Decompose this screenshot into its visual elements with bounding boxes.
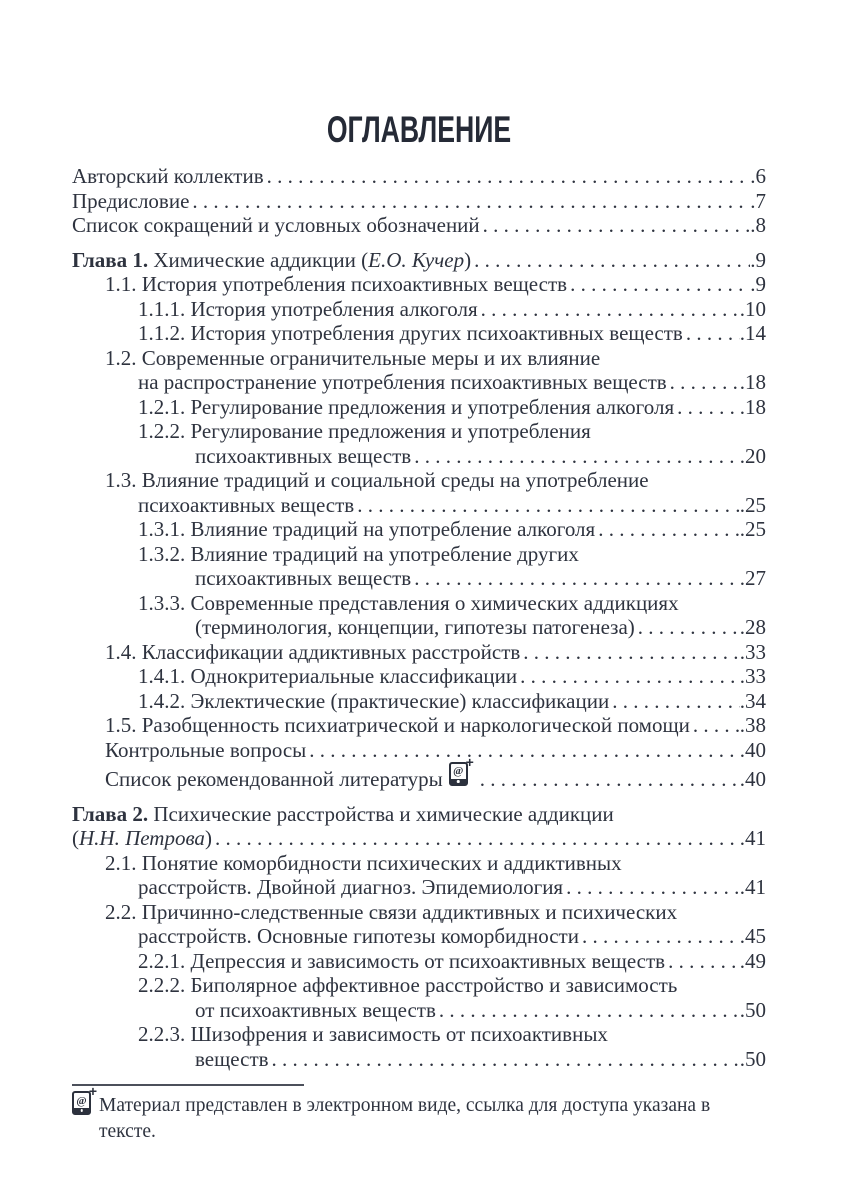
toc-entry-text: Авторский коллектив — [72, 164, 264, 188]
dot-leader — [567, 272, 750, 297]
toc-entry — [72, 826, 766, 851]
toc-entry — [72, 802, 766, 827]
page-content — [72, 0, 766, 1071]
toc-page-number: . 20 — [740, 444, 766, 469]
toc-entry-text: психоактивных веществ — [195, 443, 412, 468]
toc-page-number: . 9 — [750, 248, 766, 273]
dot-leader — [520, 640, 739, 665]
toc-entry — [72, 444, 766, 469]
toc-entry-text: 1.3.3. Современные представления о химических аддикциях — [138, 590, 679, 615]
page-title-text: ОГЛАВЛЕНИЕ — [326, 109, 512, 150]
toc-page-number: . 41 — [740, 875, 766, 900]
dot-leader — [436, 998, 740, 1023]
dot-leader — [683, 321, 740, 346]
toc-entry-text: 1.1.2. История употребления других психоактивных веществ — [138, 321, 683, 345]
toc-entry — [72, 851, 766, 876]
dot-leader — [690, 713, 740, 738]
dot-leader — [411, 444, 740, 469]
toc-entry — [72, 949, 766, 974]
toc-entry — [72, 272, 766, 297]
dot-leader — [579, 924, 740, 949]
toc-entry-text: 1.5. Разобщенность психиатрической и наркологической помощи — [105, 713, 690, 737]
toc-page-number: . 49 — [740, 949, 766, 974]
toc-entry-text: от психоактивных веществ — [195, 997, 436, 1022]
toc-entry-text: 1.4.2. Эклектические (практические) классификации — [138, 688, 610, 713]
toc-page-number: . 33 — [740, 664, 766, 689]
toc-page-number: . 7 — [750, 189, 766, 214]
toc-page-number: . 41 — [740, 826, 766, 851]
toc-page-number: . 40 — [740, 738, 766, 763]
footnote-rule — [72, 1084, 304, 1086]
toc-page-number: . 33 — [740, 640, 766, 665]
toc-entry-text: Контрольные вопросы — [105, 737, 307, 762]
ebook-plus-icon — [72, 1083, 97, 1115]
toc-entry — [72, 875, 766, 900]
dot-leader — [478, 297, 740, 322]
toc-entry-text: 1.4.1. Однокритериальные классификации — [138, 664, 518, 688]
dot-leader — [480, 213, 751, 238]
toc-entry — [72, 973, 766, 998]
toc-entry-text: 2.1. Понятие коморбидности психических и аддиктивных — [105, 850, 622, 875]
footnote-text: Материал представлен в электронном виде, ссылка для доступа указана в тексте. — [99, 1095, 711, 1142]
toc-entry — [72, 754, 766, 792]
dot-leader — [354, 493, 740, 518]
toc-entry — [72, 419, 766, 444]
dot-leader — [674, 395, 740, 420]
toc-page-number: . 40 — [740, 767, 766, 792]
toc-entry — [72, 321, 766, 346]
toc-entry — [72, 713, 766, 738]
toc-entry-text: 1.3.1. Влияние традиций на употребление алкоголя — [138, 517, 596, 541]
dot-leader — [306, 738, 739, 763]
toc-entry — [72, 468, 766, 493]
at-glyph: @ — [76, 1094, 87, 1107]
toc-entry-text: 1.1. История употребления психоактивных веществ — [105, 272, 568, 296]
toc-entry-text: Список сокращений и условных обозначений — [72, 213, 480, 237]
dot-leader — [635, 615, 740, 640]
plus-glyph: + — [88, 1083, 97, 1099]
toc-entry-text: 1.2.2. Регулирование предложения и употребления — [138, 419, 591, 443]
dot-leader — [411, 566, 740, 591]
toc-entry-text: 1.1.1. История употребления алкоголя — [138, 296, 478, 321]
footnote-line — [72, 1083, 766, 1145]
toc-entry — [72, 395, 766, 420]
toc-page-number: . 25 — [740, 493, 766, 518]
toc-entry-text: психоактивных веществ — [195, 566, 412, 590]
toc-entry — [72, 248, 766, 273]
toc-page-number: . 27 — [740, 566, 766, 591]
toc-entry — [72, 924, 766, 949]
toc-entry — [72, 297, 766, 322]
dot-leader — [264, 164, 751, 189]
toc-entry-text: психоактивных веществ — [138, 492, 355, 517]
toc-entry — [72, 493, 766, 518]
toc-page-number: . 34 — [740, 689, 766, 714]
toc-entry — [72, 1047, 766, 1072]
toc-page-number: . 38 — [740, 713, 766, 738]
toc-entry-text: Предисловие — [72, 188, 190, 213]
toc-entry-text: веществ — [195, 1046, 269, 1071]
toc-page-number: . 50 — [740, 1047, 766, 1072]
toc-entry-text: 1.2. Современные ограничительные меры и их влияние — [105, 345, 601, 370]
dot-leader — [212, 826, 740, 851]
dot-leader — [667, 370, 740, 395]
table-of-contents — [72, 164, 766, 1071]
toc-entry — [72, 738, 766, 763]
toc-entry — [72, 370, 766, 395]
toc-entry — [72, 900, 766, 925]
toc-entry — [72, 189, 766, 214]
toc-page-number: . 18 — [740, 395, 766, 420]
phone-home-button — [80, 1109, 83, 1112]
toc-entry-text: расстройств. Двойной диагноз. Эпидемиология — [138, 875, 564, 899]
toc-page-number: . 28 — [740, 615, 766, 640]
phone-home-button — [457, 780, 460, 783]
toc-entry — [72, 164, 766, 189]
dot-leader — [269, 1047, 740, 1072]
toc-entry-text: 2.2.1. Депрессия и зависимость от психоактивных веществ — [138, 948, 666, 973]
toc-entry — [72, 1022, 766, 1047]
toc-entry — [72, 542, 766, 567]
toc-page-number: . 9 — [750, 272, 766, 297]
dot-leader — [665, 949, 740, 974]
toc-entry-text: Глава 1. Химические аддикции (Е.О. Кучер) — [72, 247, 472, 272]
toc-entry-text: 1.2.1. Регулирование предложения и употребления алкоголя — [138, 394, 675, 419]
toc-entry-text: 2.2.3. Шизофрения и зависимость от психоактивных — [138, 1022, 608, 1046]
toc-entry — [72, 591, 766, 616]
toc-entry — [72, 517, 766, 542]
toc-entry-text: расстройств. Основные гипотезы коморбидности — [138, 924, 579, 948]
toc-entry-text: Список рекомендованной литературы — [105, 767, 443, 791]
toc-entry-text: 2.2. Причинно-следственные связи аддиктивных и психических — [105, 899, 678, 924]
toc-entry — [72, 664, 766, 689]
dot-leader — [471, 248, 750, 273]
dot-leader — [477, 767, 740, 792]
toc-entry-text: на распространение употребления психоактивных веществ — [138, 370, 667, 394]
toc-page-number: . 8 — [750, 213, 766, 238]
toc-entry — [72, 615, 766, 640]
page-title — [72, 110, 766, 150]
toc-page-number: . 14 — [740, 321, 766, 346]
toc-entry — [72, 689, 766, 714]
dot-leader — [595, 517, 740, 542]
toc-entry-text: 2.2.2. Биполярное аффективное расстройство и зависимость — [138, 973, 678, 997]
toc-page-number: . 50 — [740, 998, 766, 1023]
toc-entry — [72, 346, 766, 371]
dot-leader — [563, 875, 740, 900]
toc-entry-text: (Н.Н. Петрова) — [72, 826, 212, 850]
toc-page-number: . 6 — [750, 164, 766, 189]
toc-page-number: . 18 — [740, 370, 766, 395]
toc-page-number: . 10 — [740, 297, 766, 322]
toc-entry-text: 1.3.2. Влияние традиций на употребление других — [138, 541, 579, 566]
toc-entry-text: (терминология, концепции, гипотезы патогенеза) — [195, 615, 635, 639]
toc-page-number: . 25 — [740, 517, 766, 542]
dot-leader — [189, 189, 750, 214]
toc-entry-text: 1.3. Влияние традиций и социальной среды на употребление — [105, 468, 649, 492]
toc-entry — [72, 213, 766, 238]
toc-entry — [72, 566, 766, 591]
footnote — [72, 1084, 766, 1145]
toc-entry-text: Глава 2. Психические расстройства и химические аддикции — [72, 801, 614, 826]
toc-entry — [72, 998, 766, 1023]
ebook-plus-icon — [449, 754, 474, 786]
dot-leader — [517, 664, 740, 689]
footnote-icon-slot — [72, 1083, 99, 1119]
at-glyph: @ — [453, 765, 464, 778]
plus-glyph: + — [465, 754, 474, 770]
toc-entry-text: 1.4. Классификации аддиктивных расстройств — [105, 639, 521, 664]
dot-leader — [609, 689, 740, 714]
toc-page-number: . 45 — [740, 924, 766, 949]
toc-entry — [72, 640, 766, 665]
